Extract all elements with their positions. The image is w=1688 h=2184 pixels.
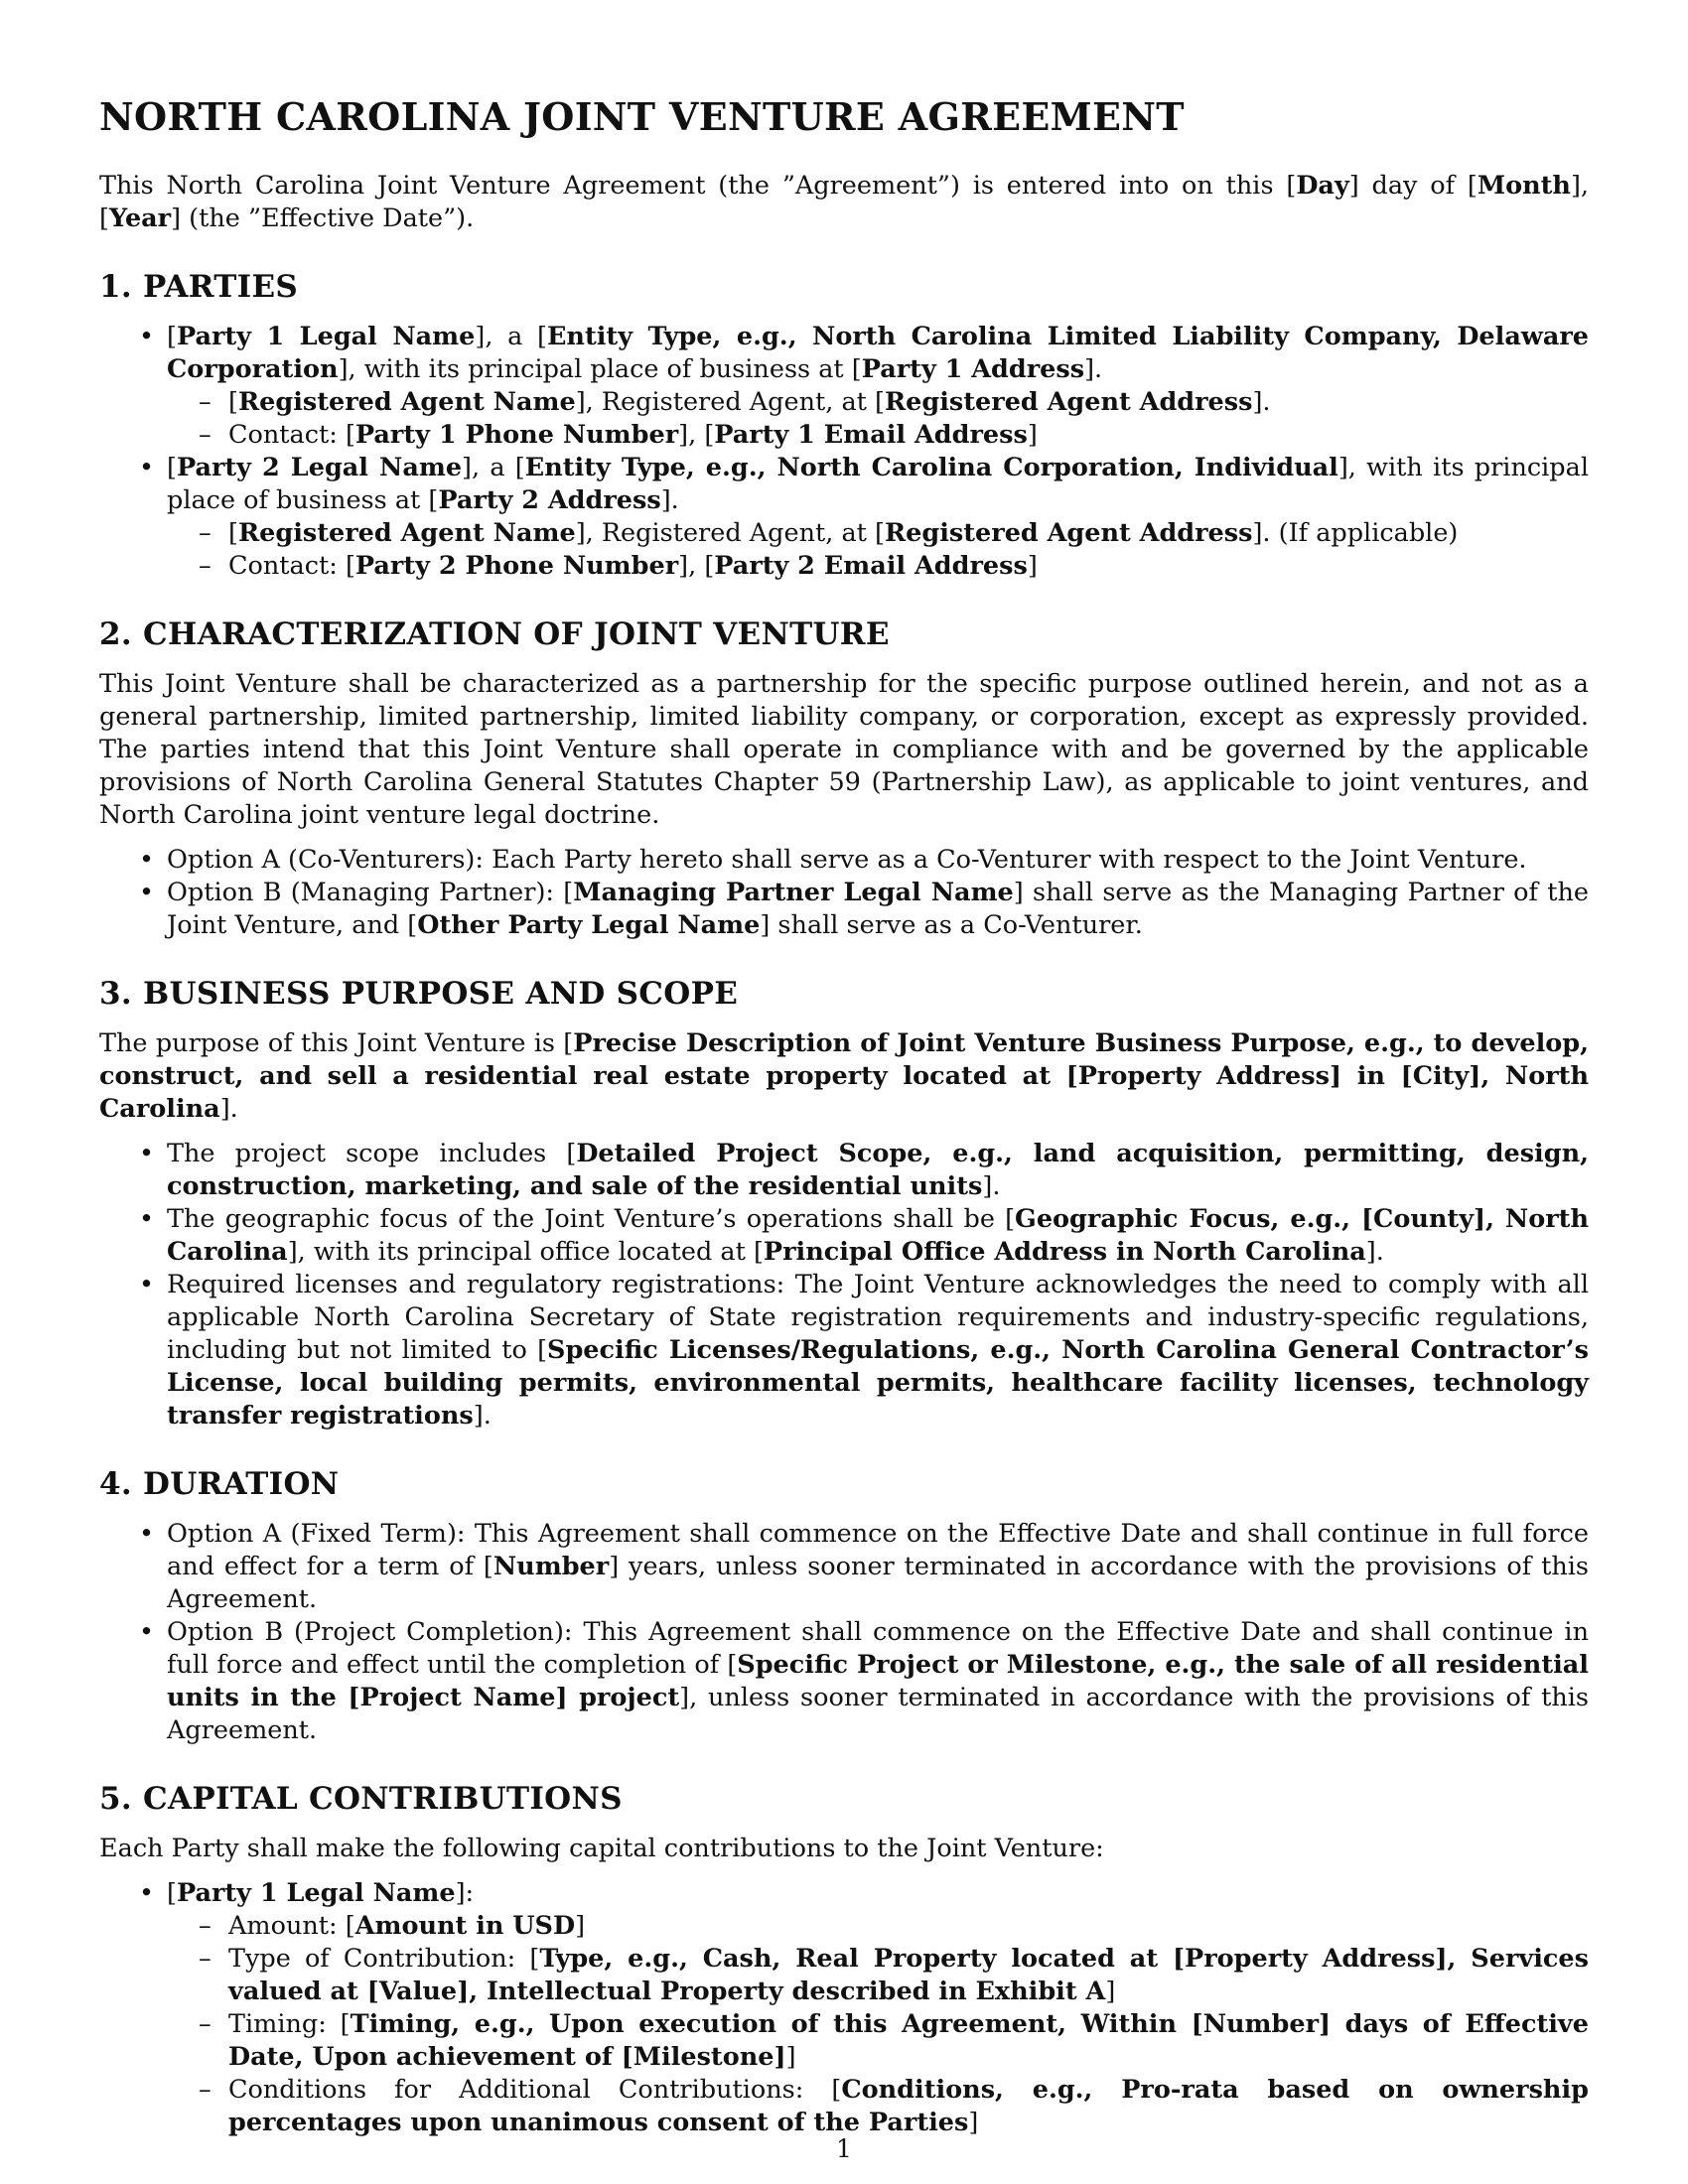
party-2-item: • [Party 2 Legal Name], a [Entity Type, e.g., North Carolina Corporation, Individual], with its principal place of business at [Party 2 Address]. – [Registered Agent Name], Registered Agent, at [Registered Agent Address]. (If applicable) – Contact: [Party 2 Phone Number], [Party 2 Email Address] bbox=[99, 452, 1589, 583]
contribution-details bbox=[167, 1910, 1589, 2139]
contribution-timing: – Timing: [Timing, e.g., Upon execution of this Agreement, Within [Number] days of Effective Date, Upon achievement of [Milestone]] bbox=[167, 2008, 1589, 2074]
duration-options bbox=[99, 1518, 1589, 1747]
contributions-list bbox=[99, 1877, 1589, 2139]
page-number: 1 bbox=[836, 2134, 852, 2163]
geographic-item: • The geographic focus of the Joint Venture’s operations shall be [Geographic Focus, e.g., [County], North Carolina], with its principal office located at [Principal Office Address in North Carolina]. bbox=[99, 1203, 1589, 1269]
contributions-paragraph: Each Party shall make the following capital contributions to the Joint Venture: bbox=[99, 1834, 1104, 1863]
party-1-contact: – Contact: [Party 1 Phone Number], [Party 1 Email Address] bbox=[167, 419, 1589, 452]
contribution-amount: – Amount: [Amount in USD] bbox=[167, 1910, 1589, 1943]
duration-option-b: • Option B (Project Completion): This Agreement shall commence on the Effective Date and shall continue in full force and effect until the completion of [Specific Project or Milestone, e.g., the sale of all residential units in the [Project Name] project], unless sooner terminated in accordance with the provisions of this Agreement. bbox=[99, 1616, 1589, 1747]
party-1-item: • [Party 1 Legal Name], a [Entity Type, e.g., North Carolina Limited Liability Company, Delaware Corporation], with its principal place of business at [Party 1 Address]. – [Registered Agent Name], Registered Agent, at [Registered Agent Address]. – Contact: [Party 1 Phone Number], [Party 1 Email Address] bbox=[99, 321, 1589, 452]
intro-paragraph: This North Carolina Joint Venture Agreement (the ”Agreement”) is entered into on this [Day] day of [Month], [Year] (the ”Effective Date”). bbox=[99, 171, 1589, 233]
section-4-heading: 4. DURATION bbox=[99, 1466, 340, 1502]
scope-list bbox=[99, 1138, 1589, 1433]
document-page bbox=[99, 94, 1589, 2147]
section-3-heading: 3. BUSINESS PURPOSE AND SCOPE bbox=[99, 976, 739, 1012]
licenses-item: • Required licenses and regulatory registrations: The Joint Venture acknowledges the need to comply with all applicable North Carolina Secretary of State registration requirements and industry-specific regulations, including but not limited to [Specific Licenses/Regulations, e.g., North Carolina General Contractor’s License, local building permits, environmental permits, healthcare facility licenses, technology transfer registrations]. bbox=[99, 1269, 1589, 1433]
parties-list bbox=[99, 321, 1589, 583]
characterization-paragraph: This Joint Venture shall be characterized as a partnership for the specific purpose outlined herein, and not as a general partnership, limited partnership, limited liability company, or corporation, except as expressly provided. The parties intend that this Joint Venture shall operate in compliance with and be governed by the applicable provisions of North Carolina General Statutes Chapter 59 (Partnership Law), as applicable to joint ventures, and North Carolina joint venture legal doctrine. bbox=[99, 669, 1589, 830]
option-b-item: • Option B (Managing Partner): [Managing Partner Legal Name] shall serve as the Managing Partner of the Joint Venture, and [Other Party Legal Name] shall serve as a Co-Venturer. bbox=[99, 877, 1589, 942]
scope-item: • The project scope includes [Detailed Project Scope, e.g., land acquisition, permitting, design, construction, marketing, and sale of the residential units]. bbox=[99, 1138, 1589, 1203]
party-2-contact: – Contact: [Party 2 Phone Number], [Party 2 Email Address] bbox=[167, 550, 1589, 583]
contribution-type: – Type of Contribution: [Type, e.g., Cash, Real Property located at [Property Address], Services valued at [Value], Intellectual Property described in Exhibit A] bbox=[167, 1943, 1589, 2008]
option-a-item: • Option A (Co-Venturers): Each Party hereto shall serve as a Co-Venturer with respect to the Joint Venture. bbox=[99, 844, 1589, 877]
section-1-heading: 1. PARTIES bbox=[99, 269, 299, 305]
party-2-agent: – [Registered Agent Name], Registered Agent, at [Registered Agent Address]. (If applicable) bbox=[167, 517, 1589, 550]
party-1-contribution: • [Party 1 Legal Name]: – Amount: [Amount in USD] – Type of Contribution: [Type, e.g., Cash, Real Property located at [Property Address], Services valued at [Value], Intellectual Property described in Exhibit A] – Timing: [Timing, e.g., Upon execution of this Agreement, Within [Number] days of Effective Date, Upon achievement of [Milestone]] – Conditions for Additional Contributions: [Conditions, e.g., Pro-rata based on ownership percentages upon unanimous consent of the Parties] bbox=[99, 1877, 1589, 2139]
characterization-options bbox=[99, 844, 1589, 942]
purpose-paragraph: The purpose of this Joint Venture is [Precise Description of Joint Venture Business Purpose, e.g., to develop, construct, and sell a residential real estate property located at [Property Address] in [City], North Carolina]. bbox=[99, 1028, 1590, 1124]
duration-option-a: • Option A (Fixed Term): This Agreement shall commence on the Effective Date and shall continue in full force and effect for a term of [Number] years, unless sooner terminated in accordance with the provisions of this Agreement. bbox=[99, 1518, 1589, 1616]
party-1-details bbox=[167, 386, 1589, 452]
party-2-details bbox=[167, 517, 1589, 583]
document-title: NORTH CAROLINA JOINT VENTURE AGREEMENT bbox=[99, 94, 1185, 139]
contribution-conditions: – Conditions for Additional Contributions: [Conditions, e.g., Pro-rata based on ownership percentages upon unanimous consent of the Parties] bbox=[167, 2074, 1589, 2139]
section-2-heading: 2. CHARACTERIZATION OF JOINT VENTURE bbox=[99, 616, 890, 652]
party-1-agent: – [Registered Agent Name], Registered Agent, at [Registered Agent Address]. bbox=[167, 386, 1589, 419]
section-5-heading: 5. CAPITAL CONTRIBUTIONS bbox=[99, 1781, 623, 1817]
